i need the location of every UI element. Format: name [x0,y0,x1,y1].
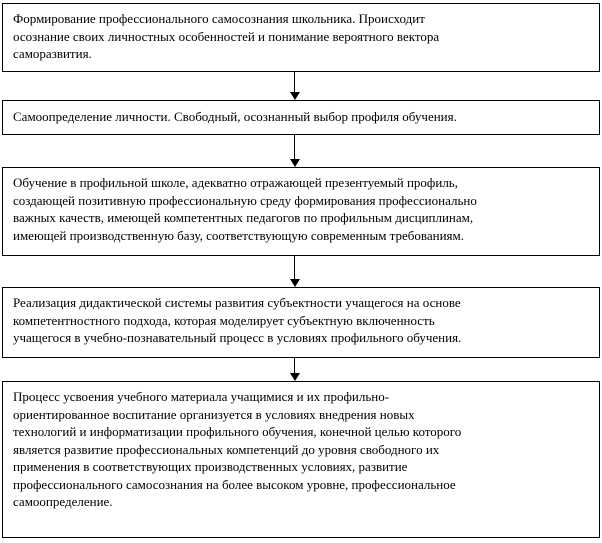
arrow-down-3 [290,256,300,287]
flow-step-4 [2,287,600,358]
arrow-shaft [294,72,295,92]
flow-step-1-text: Формирование профессионального самосознания школьника. Происходит осознание своих личностных особенностей и понимание вероятного вектора саморазвития. [13,11,440,61]
arrow-head-icon [290,159,300,167]
flow-step-2-text: Самоопределение личности. Свободный, осознанный выбор профиля обучения. [13,109,457,124]
flow-step-3 [2,167,600,256]
arrow-down-4 [290,358,300,381]
flow-step-5-text: Процесс усвоения учебного материала учащимися и их профильно- ориентированное воспитание организуется в условиях внедрения новых технологий и информатизации профильного обучения, конечной целью которого является развитие профессиональных компетенций до уровня свободного их применения в соответствующих производственных условиях, развитие профессионального самосознания на более высоком уровне, профессиональное самоопределение. [13,389,462,509]
arrow-head-icon [290,92,300,100]
arrow-shaft [294,256,295,279]
arrow-down-1 [290,72,300,100]
arrow-head-icon [290,279,300,287]
flow-step-4-text: Реализация дидактической системы развития субъектности учащегося на основе компетентностного подхода, которая моделирует субъектную включенность учащегося в учебно-познавательный процесс в условиях профильного обучения. [13,295,462,345]
flow-step-1 [2,3,600,72]
arrow-shaft [294,135,295,159]
flow-step-5 [2,381,600,538]
flow-step-3-text: Обучение в профильной школе, адекватно отражающей презентуемый профиль, создающей позитивную профессиональную среду формирования профессионально важных качеств, имеющей компетентных педагогов по профильным дисциплинам, имеющей производственную базу, соответствующую современным требованиям. [13,175,477,243]
arrow-shaft [294,358,295,373]
arrow-head-icon [290,373,300,381]
arrow-down-2 [290,135,300,167]
flow-step-2 [2,100,600,135]
